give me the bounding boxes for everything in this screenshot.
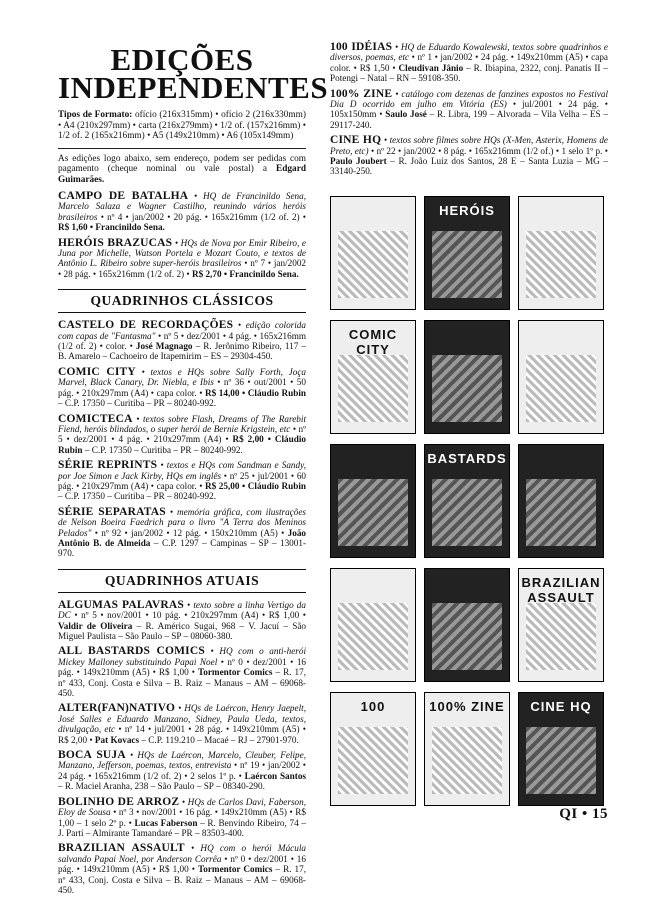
entry-details: • nº 4 • jan/2002 • 20 pág. • 165x216mm (1/2 of. 2) • (100, 211, 307, 222)
entry-details: • nº 5 • nov/2001 • 10 pág. • 210x297mm (A4) • R$ 1,00 • (74, 610, 307, 621)
fanzine-entry (58, 367, 306, 409)
fanzine-entry (330, 135, 608, 177)
entry-desc: • textos sobre Flash, Dreams of The Rarebit Fiend, heróis blindados, o super herói de Bernie Krigstein, etc (58, 413, 307, 434)
title-line-2: INDEPENDENTES (58, 70, 329, 105)
entry-name: ALL BASTARDS COMICS (58, 645, 205, 658)
entry-details: • nº 92 • jan/2002 • 12 pág. • 150x210mm (A5) • (94, 527, 285, 538)
fanzine-entry (58, 507, 306, 559)
entry-desc: • textos sobre filmes sobre HQs (X-Men, Asterix, Homens de Preto, etc) (330, 135, 608, 156)
cover-image (518, 692, 604, 806)
cover-image (424, 568, 510, 682)
cover-artwork (526, 479, 597, 546)
cover-artwork (338, 355, 409, 422)
cover-image (424, 692, 510, 806)
entry-contact: Tormentor Comics (197, 864, 273, 875)
entry-name: SÉRIE REPRINTS (58, 459, 158, 472)
entry-name: ALGUMAS PALAVRAS (58, 598, 184, 611)
entry-name: CASTELO DE RECORDAÇÕES (58, 319, 234, 332)
fanzine-entry (58, 238, 306, 280)
cover-image (330, 568, 416, 682)
cover-image (518, 320, 604, 434)
fanzine-entry (58, 191, 306, 233)
entry-contact: Laércon Santos (244, 770, 306, 781)
entry-details: • nº 0 • dez/2001 • 16 pág. • 149x210mm (A5) • R$ 1,00 • (58, 853, 306, 875)
section-heading-atuais: QUADRINHOS ATUAIS (58, 569, 306, 593)
entry-name: COMIC CITY (58, 365, 136, 378)
cover-title: BASTARDS (427, 451, 507, 466)
title-line-1: EDIÇÕES (110, 42, 254, 77)
cover-artwork (432, 231, 503, 298)
cover-image (518, 196, 604, 310)
cover-title: COMIC CITY (348, 327, 398, 357)
entry-desc: • HQs de Laércon, Marcelo, Cleuber, Felipe, Manzano, Jefferson, poemas, textos, entrevista (58, 750, 307, 771)
entry-contact: R$ 14,00 • Cláudio Rubin (204, 387, 306, 398)
entry-details: • nº 22 • jan/2002 • 8 pág. • 165x216mm (1/2 of.) • 1 selo 1º p. • (370, 145, 608, 156)
cover-image (330, 444, 416, 558)
entry-desc: • HQ com o herói Mácula salvando Papai Noel, por Anderson Corrêa (58, 843, 306, 864)
entry-desc: • texto sobre a linha Vertigo da DC (58, 599, 306, 621)
entry-price: R$ 2,70 • Francinildo Sena. (191, 268, 299, 279)
entry-details: • nº 36 • out/2001 • 50 pág. • 210x297mm (A4) • capa color. • (58, 377, 306, 398)
cover-artwork (432, 727, 503, 794)
cover-artwork (526, 355, 597, 422)
order-note-contact: Edgard Guimarães. (58, 164, 306, 185)
fanzine-entry (58, 750, 306, 792)
entry-contact: Valdir de Oliveira (58, 620, 133, 631)
fanzine-entry (330, 89, 608, 131)
entry-rest: – R. Ibiapina, 2322, conj. Panatis II – Potengi – Natal – RN – 59108-350. (330, 62, 609, 84)
cover-artwork (432, 479, 503, 546)
fanzine-entry (58, 703, 306, 745)
atuais-entries (58, 600, 306, 896)
entry-name: BOCA SUJA (58, 749, 126, 762)
entry-details: • nº 0 • dez/2001 • 16 pág. • 149x210mm (A5) • R$ 1,00 • (58, 656, 307, 678)
cover-artwork (526, 603, 597, 670)
fanzine-entry (58, 414, 306, 456)
entry-details: • nº 5 • dez/2001 • 4 pág. • 165x216mm (1/2 of. 2) • color. • (58, 330, 307, 352)
entry-rest: – C.P. 17350 – Curitiba – PR – 80240-992. (58, 491, 216, 502)
entry-rest: – R. Benvindo Ribeiro, 74 – J. Parti – Almirante Tamandaré – PR – 83503-400. (58, 817, 306, 838)
entry-details: • jul/2001 • 24 pág. • 105x150mm • (330, 99, 608, 120)
cover-title: HERÓIS (439, 203, 495, 218)
entry-rest: – C.P. 1297 – Campinas – SP – 13001-970. (58, 537, 307, 559)
formats-text: ofício (216x315mm) • ofício 2 (216x330mm) • A4 (210x297mm) • carta (216x279mm) • 1/2 of. (157x216mm) • 1/2 of. 2 (165x216mm) • A5 (149x210mm) • A6 (105x149mm) (58, 110, 306, 141)
entry-desc: • catálogo com dezenas de fanzines expostos no Festival Dia D ocorrido em julho em Vitória (ES) (330, 88, 609, 110)
entry-desc: • HQ de Eduardo Kowalewski, textos sobre quadrinhos e diversos, poemas, etc (330, 42, 608, 63)
page-title (58, 42, 329, 105)
cover-image (330, 320, 416, 434)
cover-image (330, 692, 416, 806)
cover-image (424, 196, 510, 310)
entry-contact: João Antônio B. de Almeida (58, 527, 307, 548)
formats-label: Tipos de Formato: (58, 110, 133, 120)
cover-artwork (338, 479, 409, 546)
page-footer: QI • 15 (559, 806, 608, 822)
entry-name: BRAZILIAN ASSAULT (58, 842, 185, 855)
cover-title: BRAZILIAN ASSAULT (521, 575, 601, 605)
cover-artwork (526, 231, 597, 298)
cover-artwork (338, 231, 409, 298)
cover-artwork (338, 603, 409, 670)
fanzine-entry (58, 797, 306, 839)
cover-image (424, 444, 510, 558)
entry-rest: – R. Américo Sugai, 968 – V. Jacuí – São Miguel Paulista – São Paulo – SP – 08060-380. (58, 620, 306, 641)
divider (58, 148, 306, 149)
entry-details: • nº 19 • jan/2002 • 24 pág. • 165x216mm (1/2 of. 2) • 2 selos 1º p. • (58, 760, 307, 781)
fanzine-entry (58, 646, 306, 698)
entry-desc: • memória gráfica, com ilustrações de Nelson Boeira Faedrich para o livro "A Terra dos Meninos Pelados" (58, 506, 307, 538)
entry-desc: • HQs de Carlos Davi, Faberson, Eloy de Sousa (58, 796, 307, 818)
entry-details: • nº 3 • nov/2001 • 16 pág. • 149x210mm (A5) • R$ 1,00 – 1 selo 2º p. • (58, 807, 306, 828)
entry-desc: • textos e HQs sobre Sally Forth, Joça Marvel, Black Canary, Dr. Niebla, e Ibis (58, 366, 306, 388)
entry-contact: José Magnago (135, 341, 193, 352)
entry-name: BOLINHO DE ARROZ (58, 795, 180, 808)
entry-name: SÉRIE SEPARATAS (58, 505, 166, 518)
entry-desc: • HQs de Nova por Emir Ribeiro, e Juna por Michelle, Watson Portela e Mozart Couto, e textos de Antônio L. Ribeiro sobre super-heróis brasileiros (58, 237, 307, 269)
entry-name: COMICTECA (58, 412, 133, 425)
entry-rest: – C.P. 17350 – Curitiba – PR – 80240-992. (58, 398, 216, 409)
cover-artwork (432, 603, 503, 670)
order-note (58, 154, 306, 186)
cover-artwork (432, 355, 503, 422)
entry-rest: – R. Jerônimo Ribeiro, 117 – B. Amarelo – Cachoeiro de Itapemirim – ES – 29304-450. (58, 341, 306, 362)
fanzine-entry (58, 320, 306, 362)
entry-contact: Tormentor Comics (197, 667, 273, 678)
entry-contact: Paulo Joubert (330, 156, 387, 167)
entry-desc: • textos e HQs com Sandman e Sandy, por Joe Simon e Jack Kirby, HQs em inglês (58, 460, 306, 481)
entry-rest: – R. Maciel Aranha, 238 – São Paulo – SP – 08340-290. (58, 781, 265, 792)
classicos-entries (58, 320, 306, 559)
right-column (330, 42, 608, 182)
fanzine-entry (58, 843, 306, 895)
entry-name: 100 IDÉIAS (330, 41, 393, 53)
entry-rest: – C.P. 119.210 – Macaé – RJ – 27901-970. (141, 734, 299, 745)
entry-desc: • edição colorida com capas de "Fantasma" (58, 320, 306, 341)
entry-contact: Lucas Faberson (134, 817, 198, 828)
entry-contact: R$ 2,00 • Cláudio Rubin (58, 434, 307, 455)
entry-name: 100% ZINE (330, 87, 393, 100)
entry-rest: – R. Libra, 199 – Alvorada – Vila Velha – ES – 29117-240. (330, 109, 608, 130)
cover-image (518, 444, 604, 558)
cover-gallery (330, 196, 608, 808)
fanzine-entry (58, 600, 306, 642)
entry-rest: – R. João Luiz dos Santos, 28 E – Santa Luzia – MG – 33140-250. (330, 156, 608, 177)
section-heading-classicos: QUADRINHOS CLÁSSICOS (58, 289, 306, 313)
cover-image (518, 568, 604, 682)
fanzine-entry (58, 460, 306, 502)
entry-price: R$ 1,60 • Francinildo Sena. (58, 222, 165, 233)
entry-contact: Saulo José (385, 109, 427, 120)
entry-desc: • HQs de Laércon, Henry Jaepelt, José Salles e Eduardo Manzano, Sidney, Paula Ueda, textos, divulgação, etc (58, 703, 307, 735)
entry-name: HERÓIS BRAZUCAS (58, 236, 173, 249)
cover-title: 100% ZINE (429, 699, 505, 714)
cover-artwork (526, 727, 597, 794)
entry-contact: Pat Kovacs (94, 734, 140, 745)
cover-image (424, 320, 510, 434)
cover-title: 100 (360, 699, 386, 714)
entry-name: CAMPO DE BATALHA (58, 190, 189, 202)
cover-title: CINE HQ (530, 699, 592, 714)
entry-desc: • HQ de Francinildo Sena, Marcelo Salaza e Wagner Castilho, reunindo vários heróis brasileiros (58, 191, 307, 222)
order-note-text: As edições logo abaixo, sem endereço, podem ser pedidas com pagamento (cheque nominal ou vale postal) a (58, 153, 306, 174)
entry-rest: – R. 17, nº 433, Conj. Costa e Silva – B. Raiz – Manaus – AM – 69068-450. (58, 864, 307, 895)
entry-rest: – R. 17, nº 433, Conj. Costa e Silva – B. Raiz – Manaus – AM – 69068-450. (58, 667, 307, 699)
entry-name: ALTER(FAN)NATIVO (58, 702, 176, 715)
entry-contact: R$ 25,00 • Cláudio Rubin (204, 480, 306, 491)
right-entries (330, 42, 608, 177)
entry-details: • nº 14 • jul/2001 • 28 pág. • 149x210mm (A5) • R$ 2,00 • (58, 724, 307, 745)
left-column (58, 42, 329, 900)
entry-details: • nº 1 • jan/2002 • 24 pág. • 149x210mm (A5) • capa color. • R$ 1,50 • (330, 52, 608, 73)
fanzine-entry (330, 42, 608, 84)
entry-details: • nº 7 • jan/2002 • 28 pág. • 165x216mm (1/2 of. 2) • (58, 258, 307, 279)
entry-name: CINE HQ (330, 134, 382, 147)
entry-details: • nº 5 • dez/2001 • 4 pág. • 210x297mm (A4) • (58, 423, 306, 445)
formats-block (58, 110, 306, 142)
cover-artwork (338, 727, 409, 794)
cover-image (330, 196, 416, 310)
entry-details: • nº 25 • jul/2001 • 60 pág. • 210x297mm (A4) • capa color. • (58, 470, 307, 491)
entry-contact: Cleudivan Jânio (398, 62, 464, 73)
entry-rest: – C.P. 17350 – Curitiba – PR – 80240-992. (84, 444, 243, 455)
top-entries (58, 191, 306, 279)
entry-desc: • HQ com o anti-herói Mickey Malloney substituindo Papai Noel (58, 646, 306, 667)
